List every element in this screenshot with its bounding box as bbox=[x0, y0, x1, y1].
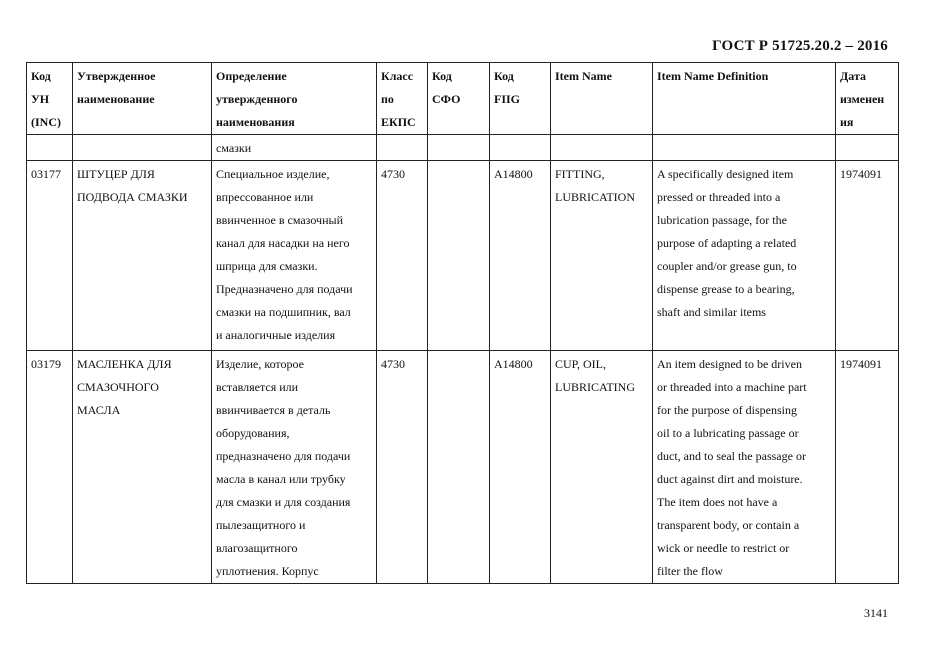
table-cell bbox=[73, 135, 212, 161]
header-fiig: Код FIIG bbox=[490, 63, 551, 135]
code-cell: 03179 bbox=[27, 351, 73, 584]
table-row bbox=[27, 161, 899, 351]
class-cell: 4730 bbox=[377, 161, 428, 351]
header-item-name-definition: Item Name Definition bbox=[653, 63, 836, 135]
item-definition-cell: A specifically designed item pressed or threaded into a lubrication passage, for the purpose of adapting a related coupler and/or grease gun, to dispense grease to a bearing, shaft and similar items bbox=[653, 161, 836, 351]
date-cell: 1974091 bbox=[836, 161, 899, 351]
table-cell bbox=[653, 135, 836, 161]
sfo-cell bbox=[428, 161, 490, 351]
table-cell: смазки bbox=[212, 135, 377, 161]
fiig-cell: A14800 bbox=[490, 161, 551, 351]
fiig-cell: A14800 bbox=[490, 351, 551, 584]
header-approved-name: Утвержденное наименование bbox=[73, 63, 212, 135]
code-cell: 03177 bbox=[27, 161, 73, 351]
item-name-cell: CUP, OIL, LUBRICATING bbox=[551, 351, 653, 584]
header-sfo: Код СФО bbox=[428, 63, 490, 135]
item-name-cell: FITTING, LUBRICATION bbox=[551, 161, 653, 351]
header-definition: Определение утвержденного наименования bbox=[212, 63, 377, 135]
class-cell: 4730 bbox=[377, 351, 428, 584]
date-cell: 1974091 bbox=[836, 351, 899, 584]
table-cell bbox=[27, 135, 73, 161]
table-cell bbox=[836, 135, 899, 161]
table-cell bbox=[428, 135, 490, 161]
table-cell bbox=[490, 135, 551, 161]
approved-name-cell: ШТУЦЕР ДЛЯ ПОДВОДА СМАЗКИ bbox=[73, 161, 212, 351]
header-class: Класс по ЕКПС bbox=[377, 63, 428, 135]
table-row bbox=[27, 351, 899, 584]
document-title: ГОСТ Р 51725.20.2 – 2016 bbox=[712, 38, 888, 54]
catalog-table bbox=[26, 62, 899, 584]
header-date: Дата изменен ия bbox=[836, 63, 899, 135]
sfo-cell bbox=[428, 351, 490, 584]
item-definition-cell: An item designed to be driven or threaded into a machine part for the purpose of dispensing oil to a lubricating passage or duct, and to seal the passage or duct against dirt and moisture. The item does not have a transparent body, or contain a wick or needle to restrict or filter the flow bbox=[653, 351, 836, 584]
continuation-row bbox=[27, 135, 899, 161]
definition-cell: Специальное изделие, впрессованное или ввинченное в смазочный канал для насадки на него шприца для смазки. Предназначено для подачи смазки на подшипник, вал и аналогичные изделия bbox=[212, 161, 377, 351]
table-cell bbox=[551, 135, 653, 161]
definition-cell: Изделие, которое вставляется или ввинчивается в деталь оборудования, предназначено для подачи масла в канал или трубку для смазки и для создания пылезащитного и влагозащитного уплотнения. Корпус bbox=[212, 351, 377, 584]
table-cell bbox=[377, 135, 428, 161]
header-row bbox=[27, 63, 899, 135]
approved-name-cell: МАСЛЕНКА ДЛЯ СМАЗОЧНОГО МАСЛА bbox=[73, 351, 212, 584]
page-number: 3141 bbox=[864, 606, 888, 620]
header-item-name: Item Name bbox=[551, 63, 653, 135]
header-code: Код УН (INC) bbox=[27, 63, 73, 135]
